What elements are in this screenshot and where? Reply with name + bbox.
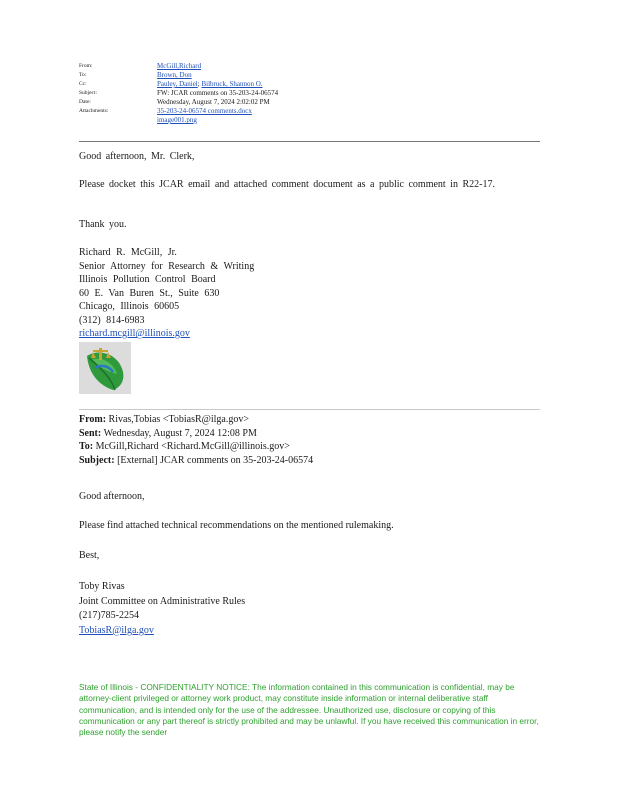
cc-label: Cc: — [79, 81, 87, 87]
fwd-paragraph: Please find attached technical recommendations on the mentioned rulemaking. — [79, 520, 394, 531]
cc-link-2[interactable]: Bilbruck, Shannon O. — [201, 80, 263, 88]
from-label: From: — [79, 63, 93, 69]
signature2-phone: (217)785-2254 — [79, 610, 139, 621]
to-link[interactable]: Brown, Don — [157, 71, 192, 79]
date-value: Wednesday, August 7, 2024 2:02:02 PM — [157, 98, 270, 106]
subject-value: FW: JCAR comments on 35-203-24-06574 — [157, 89, 279, 97]
fwd-from-value: Rivas,Tobias <TobiasR@ilga.gov> — [108, 414, 249, 425]
signature2-name: Toby Rivas — [79, 581, 125, 592]
fwd-subject-label: Subject: — [79, 454, 115, 466]
signature-address-2: Chicago, Illinois 60605 — [79, 301, 180, 312]
attachment-link-1[interactable]: 35-203-24-06574 comments.docx — [157, 107, 252, 115]
fwd-to-value: McGill,Richard <Richard.McGill@illinois.gov> — [95, 441, 290, 452]
signature-block-2 — [79, 580, 245, 638]
fwd-greeting: Good afternoon, — [79, 491, 145, 502]
confidentiality-notice: State of Illinois - CONFIDENTIALITY NOTICE: The information contained in this communication is confidential, may be attorney-client privileged or attorney work product, may constitute inside information or internal deliberative staff communication, and is intended only for the use of the addressee. Unauthorized use, disclosure or copying of this communication or any part thereof is strictly prohibited and may be unlawful. If you have received this communication in error, please notify the sender — [79, 682, 539, 738]
attachment-link-2[interactable]: image001.png — [157, 116, 197, 124]
message-paragraph: Please docket this JCAR email and attached comment document as a public comment in R22-17. — [79, 179, 495, 190]
cc-link-1[interactable]: Pauley, Daniel — [157, 80, 198, 88]
pollution-board-logo — [79, 342, 131, 394]
header-divider — [79, 141, 540, 142]
attachments-label: Attachments: — [79, 108, 109, 114]
greeting: Good afternoon, Mr. Clerk, — [79, 151, 195, 162]
from-link[interactable]: McGill,Richard — [157, 62, 202, 70]
fwd-sent-label: Sent: — [79, 427, 102, 439]
signature2-email-link[interactable]: TobiasR@ilga.gov — [79, 624, 154, 636]
forwarded-header — [79, 413, 313, 467]
signature-org: Illinois Pollution Control Board — [79, 274, 216, 285]
signature-phone: (312) 814-6983 — [79, 314, 145, 326]
signature-address-1: 60 E. Van Buren St., Suite 630 — [79, 287, 220, 299]
signature-email-link[interactable]: richard.mcgill@illinois.gov — [79, 328, 190, 339]
fwd-sent-value: Wednesday, August 7, 2024 12:08 PM — [103, 427, 257, 439]
signature-title: Senior Attorney for Research & Writing — [79, 260, 255, 272]
signature-block — [79, 246, 254, 341]
leaf-logo-icon — [79, 342, 131, 394]
email-header: From: McGill,Richard To: Brown, Don Cc: Pauley, Daniel; Bilbruck, Shannon O. Subject: FW: JCAR comments on 35-203-24-06574 Date: Wednesday, August 7, 2024 2:02:02 PM Attachments: 35-203-24-06574 comments.docx image001.png — [79, 62, 279, 124]
fwd-closing: Best, — [79, 550, 100, 561]
subject-label: Subject: — [79, 90, 98, 96]
fwd-from-label: From: — [79, 414, 107, 425]
signature-name: Richard R. McGill, Jr. — [79, 247, 177, 258]
to-label: To: — [79, 72, 87, 78]
message-closing: Thank you. — [79, 219, 127, 230]
forward-divider — [79, 409, 540, 410]
fwd-subject-value: [External] JCAR comments on 35-203-24-06574 — [117, 454, 314, 466]
date-label: Date: — [79, 99, 91, 105]
fwd-to-label: To: — [79, 441, 94, 452]
signature2-org: Joint Committee on Administrative Rules — [79, 595, 246, 607]
